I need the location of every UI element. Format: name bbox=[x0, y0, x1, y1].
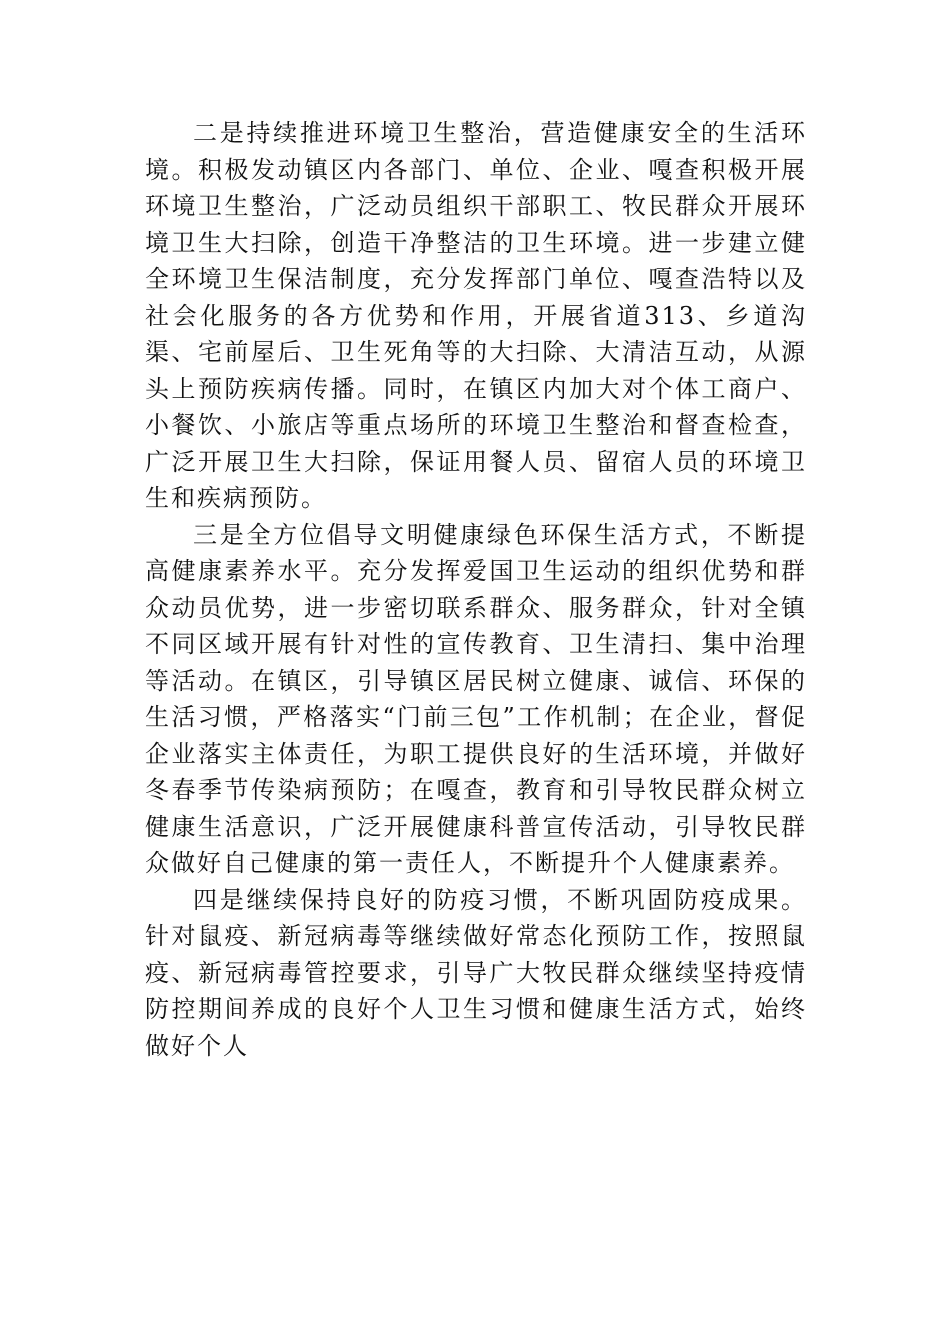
paragraph-healthy-lifestyle: 三是全方位倡导文明健康绿色环保生活方式，不断提高健康素养水平。充分发挥爱国卫生运动的组织优势和群众动员优势，进一步密切联系群众、服务群众，针对全镇不同区域开展有针对性的宣传教育、卫生清扫、集中治理等活动。在镇区，引导镇区居民树立健康、诚信、环保的生活习惯，严格落实“门前三包”工作机制；在企业，督促企业落实主体责任，为职工提供良好的生活环境，并做好冬春季节传染病预防；在嘎查，教育和引导牧民群众树立健康生活意识，广泛开展健康科普宣传活动，引导牧民群众做好自己健康的第一责任人，不断提升个人健康素养。 bbox=[145, 520, 807, 877]
paragraph-environment-sanitation: 二是持续推进环境卫生整治，营造健康安全的生活环境。积极发动镇区内各部门、单位、企业、嘎查积极开展环境卫生整治，广泛动员组织干部职工、牧民群众开展环境卫生大扫除，创造干净整洁的卫生环境。进一步建立健全环境卫生保洁制度，充分发挥部门单位、嘎查浩特以及社会化服务的各方优势和作用，开展省道313、乡道沟渠、宅前屋后、卫生死角等的大扫除、大清洁互动，从源头上预防疾病传播。同时，在镇区内加大对个体工商户、小餐饮、小旅店等重点场所的环境卫生整治和督查检查，广泛开展卫生大扫除，保证用餐人员、留宿人员的环境卫生和疾病预防。 bbox=[145, 119, 807, 512]
document-body bbox=[145, 115, 807, 1064]
paragraph-epidemic-prevention: 四是继续保持良好的防疫习惯，不断巩固防疫成果。针对鼠疫、新冠病毒等继续做好常态化预防工作，按照鼠疫、新冠病毒管控要求，引导广大牧民群众继续坚持疫情防控期间养成的良好个人卫生习惯和健康生活方式，始终做好个人 bbox=[145, 885, 807, 1060]
